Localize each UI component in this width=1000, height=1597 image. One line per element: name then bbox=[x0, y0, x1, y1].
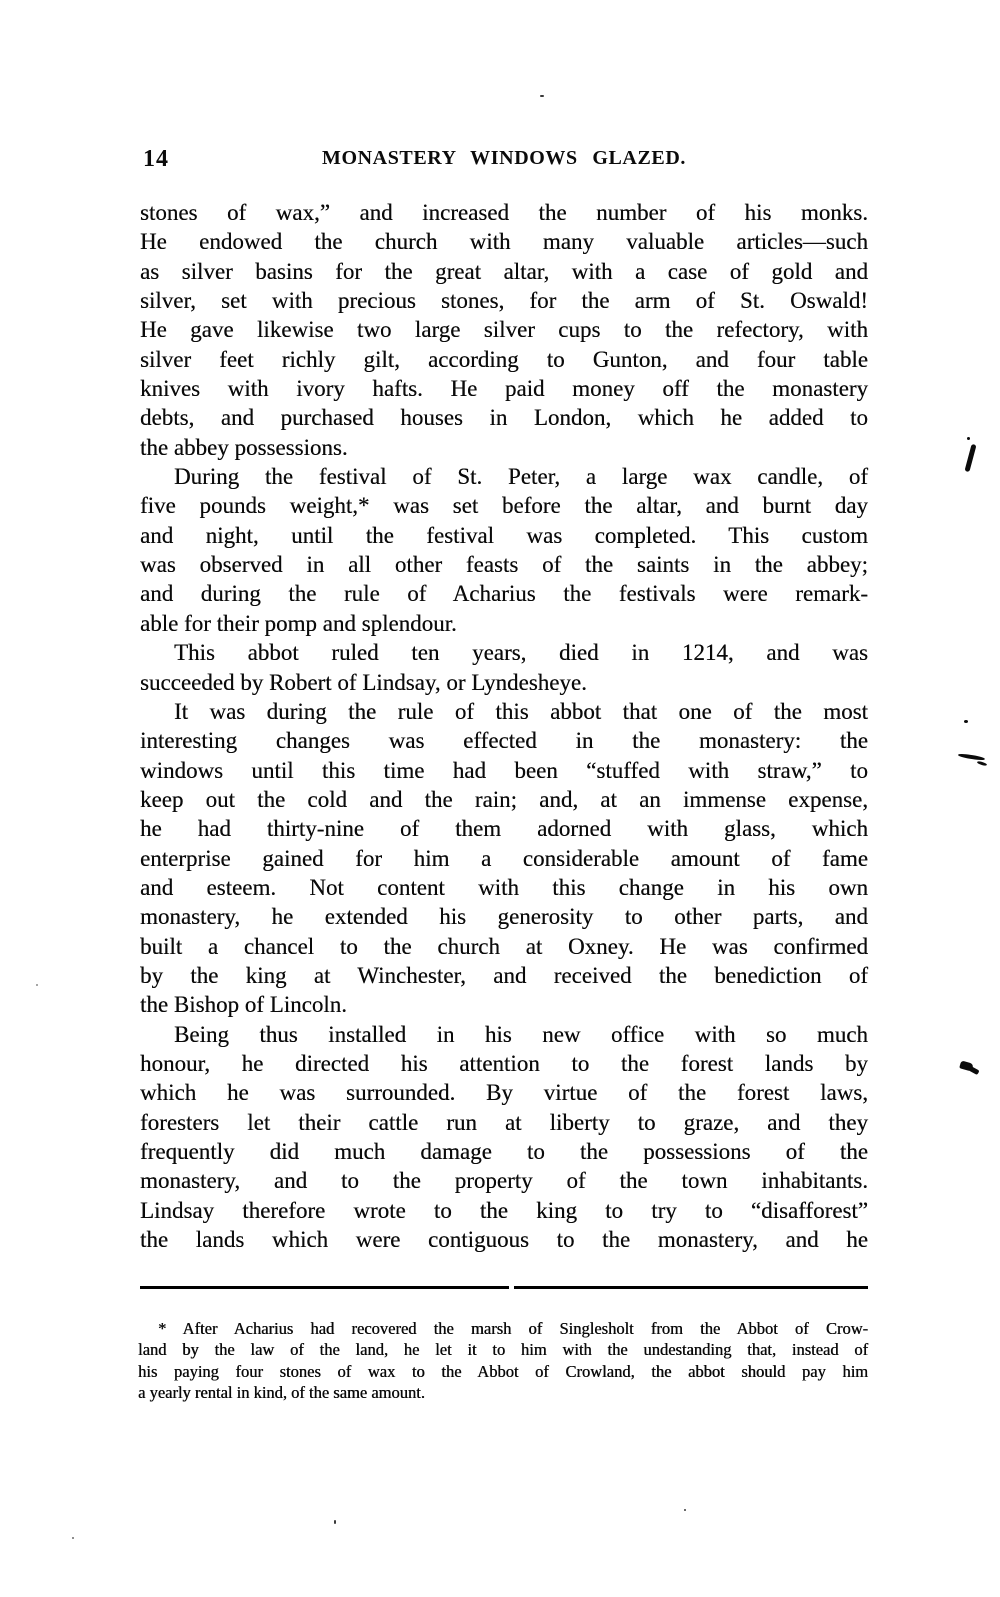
text-line: he had thirty-nine of them adorned with glass, which bbox=[140, 816, 868, 842]
text-line: honour, he directed his attention to the forest lands by bbox=[140, 1050, 868, 1076]
text-line: debts, and purchased houses in London, which he added to bbox=[140, 405, 868, 431]
text-line: Being thus installed in his new office with so much bbox=[174, 1021, 868, 1047]
text-line: able for their pomp and splendour. bbox=[140, 610, 457, 636]
text-line: five pounds weight,* was set before the altar, and burnt day bbox=[140, 493, 868, 519]
text-line: interesting changes was effected in the monastery: the bbox=[140, 728, 868, 754]
text-line: keep out the cold and the rain; and, at an immense expense, bbox=[140, 786, 868, 812]
text-line: This abbot ruled ten years, died in 1214, and was bbox=[174, 640, 868, 666]
text-line: by the king at Winchester, and received the benediction of bbox=[140, 962, 868, 988]
ink-mark-squiggle-tail bbox=[977, 761, 987, 767]
footnote-line: his paying four stones of wax to the Abbot of Crowland, the abbot should pay him bbox=[138, 1361, 868, 1381]
scan-speck bbox=[36, 984, 38, 986]
text-line: During the festival of St. Peter, a large wax candle, of bbox=[174, 464, 868, 490]
ink-mark-check-tail bbox=[968, 1066, 979, 1075]
text-line: built a chancel to the church at Oxney. He was confirmed bbox=[140, 933, 868, 959]
text-line: Lindsay therefore wrote to the king to try to “disafforest” bbox=[140, 1197, 868, 1223]
text-line: was observed in all other feasts of the saints in the abbey; bbox=[140, 552, 868, 578]
scan-speck bbox=[334, 1520, 336, 1524]
text-line: silver, set with precious stones, for the arm of St. Oswald! bbox=[140, 288, 868, 314]
text-line: and esteem. Not content with this change in his own bbox=[140, 874, 868, 900]
text-line: monastery, and to the property of the town inhabitants. bbox=[140, 1168, 868, 1194]
text-line: stones of wax,” and increased the number of his monks. bbox=[140, 200, 868, 225]
footnote-rule bbox=[140, 1286, 868, 1289]
scan-speck bbox=[684, 1509, 686, 1511]
text-line: and during the rule of Acharius the festivals were remark- bbox=[140, 581, 868, 607]
text-block bbox=[140, 198, 868, 1254]
text-line: knives with ivory hafts. He paid money off the monastery bbox=[140, 376, 868, 402]
text-line: silver feet richly gilt, according to Gunton, and four table bbox=[140, 346, 868, 372]
text-line: enterprise gained for him a considerable amount of fame bbox=[140, 845, 868, 871]
text-line: It was during the rule of this abbot that one of the most bbox=[174, 698, 868, 724]
text-line: monastery, he extended his generosity to other parts, and bbox=[140, 904, 868, 930]
text-line: the abbey possessions. bbox=[140, 434, 348, 460]
text-line: He gave likewise two large silver cups to the refectory, with bbox=[140, 317, 868, 343]
text-line: the lands which were contiguous to the monastery, and he bbox=[140, 1227, 868, 1253]
page-number: 14 bbox=[143, 146, 169, 172]
text-line: the Bishop of Lincoln. bbox=[140, 992, 347, 1018]
footnote bbox=[138, 1318, 868, 1403]
ink-mark-dot bbox=[964, 720, 968, 723]
scan-speck bbox=[540, 95, 544, 97]
text-line: foresters let their cattle run at liberty to graze, and they bbox=[140, 1109, 868, 1135]
text-line: succeeded by Robert of Lindsay, or Lyndesheye. bbox=[140, 669, 587, 695]
footnote-line: * After Acharius had recovered the marsh of Singlesholt from the Abbot of Crow- bbox=[158, 1319, 868, 1338]
ink-mark-dot bbox=[967, 437, 970, 440]
text-line: and night, until the festival was completed. This custom bbox=[140, 522, 868, 548]
footnote-line: land by the law of the land, he let it to him with the undestanding that, instead of bbox=[138, 1340, 868, 1360]
footnote-line: a yearly rental in kind, of the same amount. bbox=[138, 1382, 425, 1402]
text-line: as silver basins for the great altar, with a case of gold and bbox=[140, 258, 868, 284]
text-line: which he was surrounded. By virtue of the forest laws, bbox=[140, 1080, 868, 1106]
text-line: windows until this time had been “stuffed with straw,” to bbox=[140, 757, 868, 783]
scan-speck bbox=[72, 1537, 74, 1539]
running-header bbox=[140, 146, 868, 172]
text-line: He endowed the church with many valuable articles—such bbox=[140, 229, 868, 255]
text-line: frequently did much damage to the possessions of the bbox=[140, 1139, 868, 1164]
ink-mark-squiggle bbox=[958, 753, 985, 761]
running-title: MONASTERY WINDOWS GLAZED. bbox=[321, 147, 686, 169]
ink-mark-backslash bbox=[964, 444, 976, 472]
